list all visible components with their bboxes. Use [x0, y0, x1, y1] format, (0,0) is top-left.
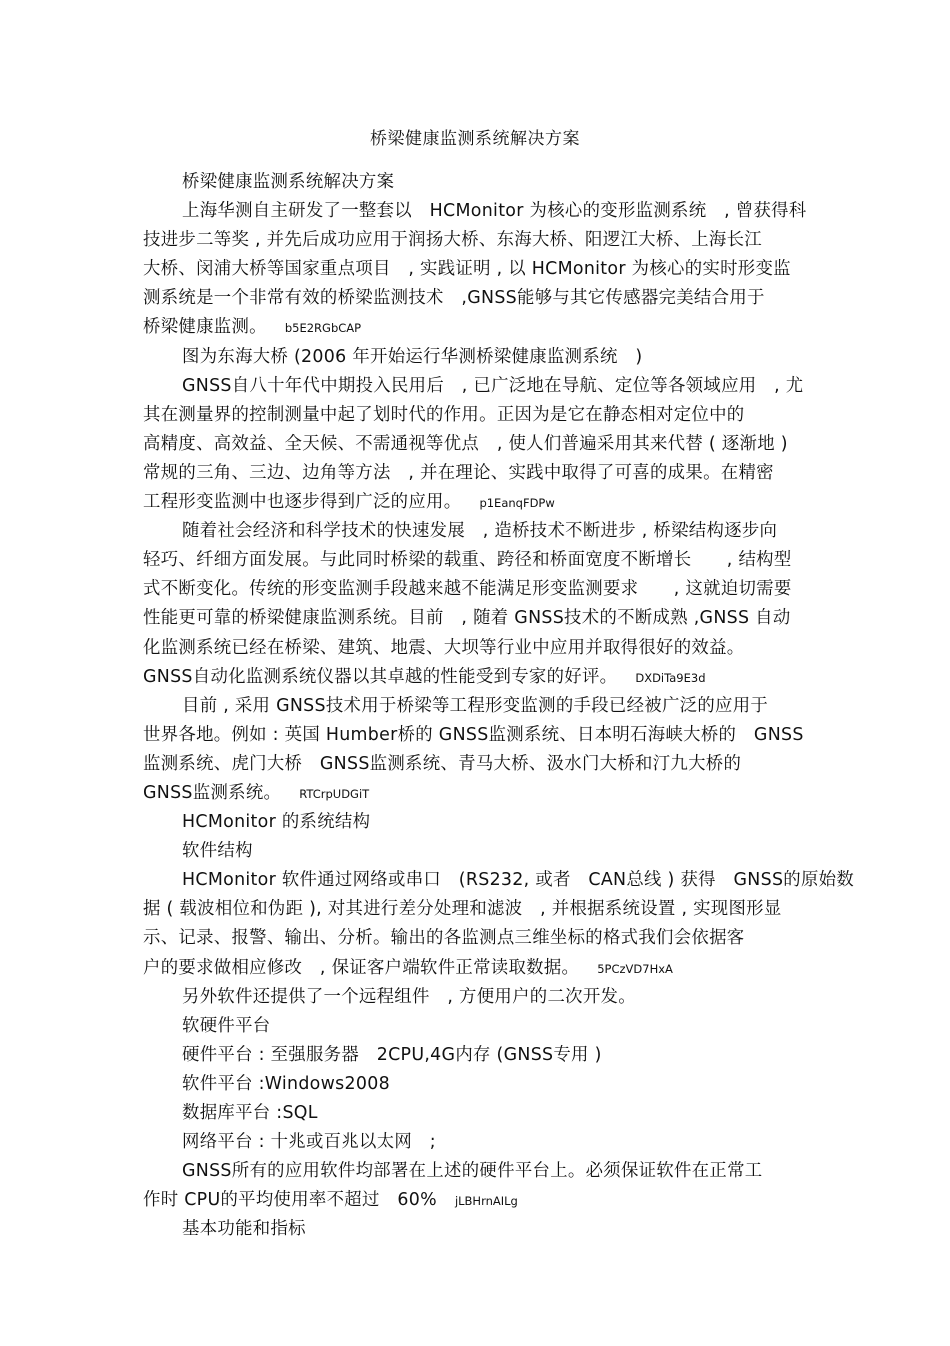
line-text: 数据库平台 :SQL	[182, 1103, 318, 1123]
text-line	[143, 954, 807, 983]
text-line	[143, 1041, 807, 1070]
line-text: 户的要求做相应修改 , 保证客户端软件正常读取数据。	[143, 957, 580, 978]
text-line	[143, 750, 807, 779]
text-line	[143, 226, 807, 255]
text-line	[143, 1128, 807, 1157]
line-text: 网络平台 : 十兆或百兆以太网 ;	[182, 1132, 436, 1153]
line-text: 随着社会经济和科学技术的快速发展 , 造桥技术不断进步 , 桥梁结构逐步向	[182, 521, 778, 542]
line-text: GNSS所有的应用软件均部署在上述的硬件平台上。必须保证软件在正常工	[182, 1161, 763, 1182]
text-line	[143, 1215, 807, 1244]
text-line	[143, 488, 807, 517]
text-line	[143, 1157, 807, 1186]
line-text: 桥梁健康监测系统解决方案	[182, 172, 395, 192]
line-text: 软件结构	[182, 841, 253, 862]
line-text: 桥梁健康监测。	[143, 317, 267, 338]
line-text: 工程形变监测中也逐步得到广泛的应用。	[143, 492, 462, 513]
text-line	[143, 866, 855, 895]
text-line	[143, 168, 807, 197]
text-line	[143, 1186, 807, 1215]
line-text: 监测系统、虎门大桥 GNSS监测系统、青马大桥、汲水门大桥和汀九大桥的	[143, 753, 742, 774]
text-line	[143, 1012, 807, 1041]
line-text: 据 ( 载波相位和伪距 ), 对其进行差分处理和滤波 , 并根据系统设置 , 实现图形显	[143, 899, 782, 920]
document-title: 桥梁健康监测系统解决方案	[370, 129, 580, 149]
text-line	[143, 692, 807, 721]
line-text: 示、记录、报警、输出、分析。输出的各监测点三维坐标的格式我们会依据客	[143, 928, 745, 949]
text-line	[143, 721, 807, 750]
reference-code: b5E2RGbCAP	[284, 321, 362, 336]
text-line	[143, 983, 807, 1012]
reference-code: RTCrpUDGiT	[299, 786, 370, 801]
line-text: 图为东海大桥 (2006 年开始运行华测桥梁健康监测系统 )	[182, 346, 643, 367]
text-line	[143, 459, 807, 488]
line-text: 测系统是一个非常有效的桥梁监测技术 ,GNSS能够与其它传感器完美结合用于	[143, 288, 765, 309]
text-line	[143, 197, 807, 226]
text-line	[143, 837, 807, 866]
reference-code: jLBHrnAILg	[454, 1194, 518, 1209]
line-text: 其在测量界的控制测量中起了划时代的作用。正因为是它在静态相对定位中的	[143, 404, 745, 425]
text-line	[143, 546, 807, 575]
text-line	[143, 663, 807, 692]
line-text: 软件平台 :Windows2008	[182, 1073, 390, 1094]
text-line	[143, 343, 807, 372]
line-text: 化监测系统已经在桥梁、建筑、地震、大坝等行业中应用并取得很好的效益。	[143, 637, 745, 658]
line-text: GNSS自动化监测系统仪器以其卓越的性能受到专家的好评。	[143, 666, 618, 687]
line-text: 性能更可靠的桥梁健康监测系统。目前 , 随着 GNSS技术的不断成熟 ,GNSS 自动	[143, 608, 791, 629]
text-line	[143, 255, 807, 284]
text-line	[143, 284, 807, 313]
text-line	[143, 924, 807, 953]
line-text: 高精度、高效益、全天候、不需通视等优点 , 使人们普遍采用其来代替 ( 逐渐地 )	[143, 433, 788, 454]
line-text: 基本功能和指标	[182, 1219, 306, 1240]
line-text: GNSS监测系统。	[143, 782, 282, 803]
document-body	[143, 168, 855, 1244]
line-text: 世界各地。例如 : 英国 Humber桥的 GNSS监测系统、日本明石海峡大桥的 GNSS	[143, 724, 804, 745]
line-text: 轻巧、纤细方面发展。与此同时桥梁的载重、跨径和桥面宽度不断增长 , 结构型	[143, 550, 792, 571]
text-line	[143, 1099, 807, 1128]
line-text: HCMonitor 软件通过网络或串口 (RS232, 或者 CAN总线 ) 获得 GNSS的原始数	[182, 870, 855, 891]
line-text: 硬件平台 : 至强服务器 2CPU,4G内存 (GNSS专用 )	[182, 1044, 602, 1065]
text-line	[143, 517, 807, 546]
line-text: 常规的三角、三边、边角等方法 , 并在理论、实践中取得了可喜的成果。在精密	[143, 462, 774, 483]
text-line	[143, 401, 807, 430]
reference-code: DXDiTa9E3d	[635, 670, 706, 685]
text-line	[143, 779, 807, 808]
text-line	[143, 1070, 807, 1099]
line-text: 另外软件还提供了一个远程组件 , 方便用户的二次开发。	[182, 986, 636, 1007]
line-text: 技进步二等奖 , 并先后成功应用于润扬大桥、东海大桥、阳逻江大桥、上海长江	[143, 230, 762, 251]
text-line	[143, 575, 807, 604]
line-text: 大桥、闵浦大桥等国家重点项目 , 实践证明 , 以 HCMonitor 为核心的实时形变监	[143, 259, 791, 280]
text-line	[143, 808, 807, 837]
text-line	[143, 604, 807, 633]
line-text: 上海华测自主研发了一整套以 HCMonitor 为核心的变形监测系统 , 曾获得科	[182, 201, 807, 222]
line-text: 式不断变化。传统的形变监测手段越来越不能满足形变监测要求 , 这就迫切需要	[143, 579, 792, 600]
reference-code: p1EanqFDPw	[479, 496, 555, 511]
text-line	[143, 634, 807, 663]
line-text: 目前 , 采用 GNSS技术用于桥梁等工程形变监测的手段已经被广泛的应用于	[182, 695, 769, 716]
text-line	[143, 313, 807, 342]
line-text: GNSS自八十年代中期投入民用后 , 已广泛地在导航、定位等各领域应用 , 尤	[182, 375, 804, 396]
text-line	[143, 895, 807, 924]
text-line	[143, 430, 807, 459]
line-text: HCMonitor 的系统结构	[182, 812, 371, 833]
reference-code: 5PCzVD7HxA	[597, 961, 673, 976]
line-text: 作时 CPU的平均使用率不超过 60%	[143, 1190, 437, 1211]
text-line	[143, 372, 807, 401]
line-text: 软硬件平台	[182, 1015, 271, 1036]
